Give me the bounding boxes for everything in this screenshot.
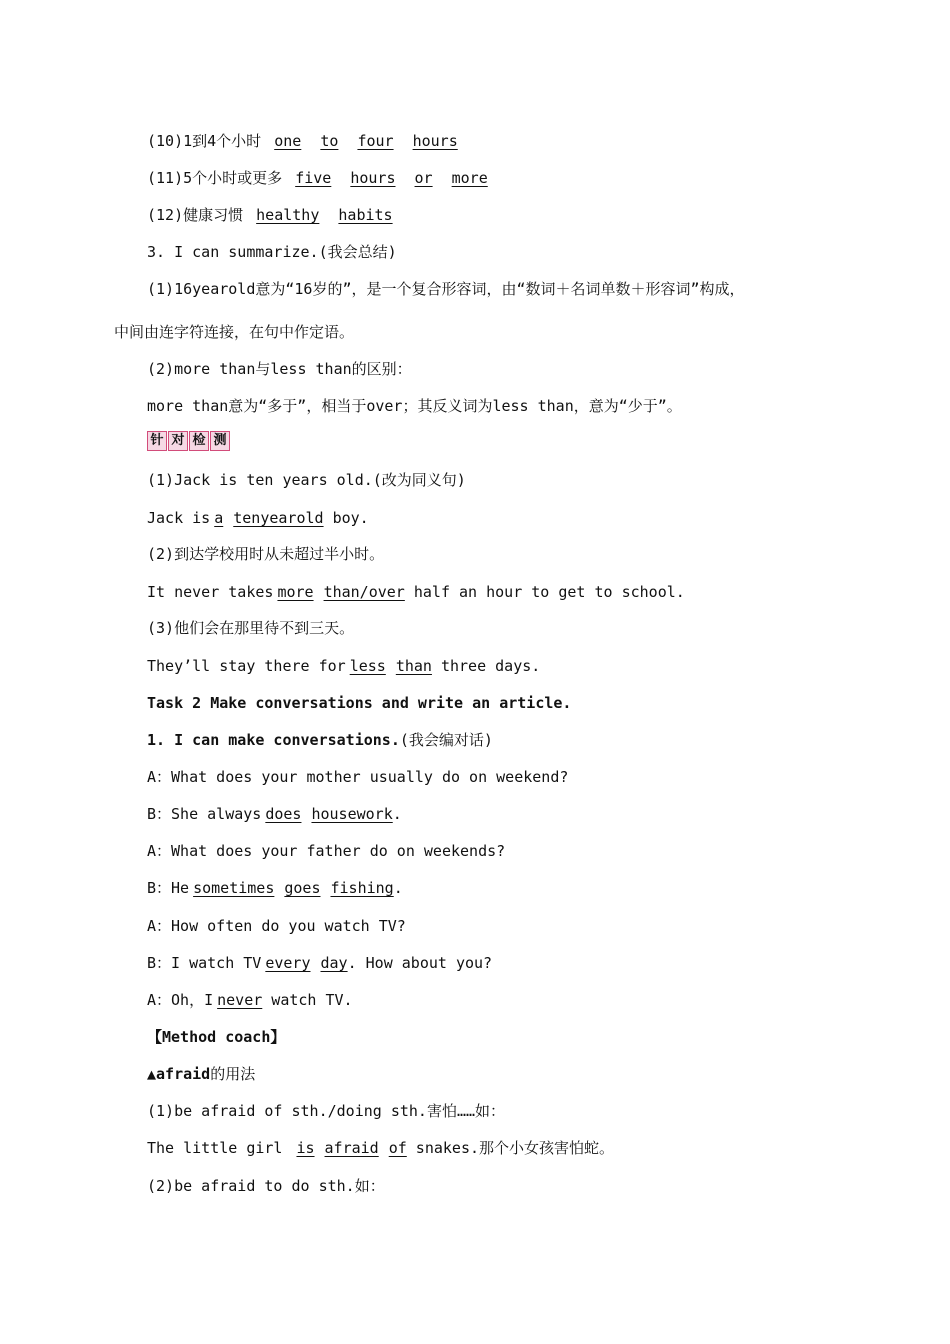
method-coach-title: 【Method coach】	[147, 1028, 286, 1046]
item-label: (12)健康习惯	[147, 206, 244, 224]
task2-heading	[147, 730, 493, 750]
method-example	[147, 1138, 614, 1158]
text: B：He	[147, 879, 190, 897]
dialogue-line	[147, 878, 403, 898]
badge-char: 针	[147, 431, 167, 451]
text: (我会编对话)	[399, 731, 493, 749]
dialogue-line: A：What does your father do on weekends?	[147, 842, 506, 860]
text: snakes.那个小女孩害怕蛇。	[406, 1139, 615, 1157]
answer-blank: goes	[284, 879, 321, 897]
answer-blank: habits	[338, 206, 393, 224]
badge-char: 检	[189, 431, 209, 451]
answer-blank: a	[214, 509, 224, 527]
answer-blank: of	[388, 1139, 407, 1157]
check-q2-prompt: (2)到达学校用时从未超过半小时。	[147, 545, 385, 563]
check-q1-prompt: (1)Jack is ten years old.(改为同义句)	[147, 471, 466, 489]
text: B：She always	[147, 805, 262, 823]
text: .	[393, 879, 403, 897]
text: It never takes	[147, 583, 274, 601]
text: three days.	[431, 657, 541, 675]
answer-blank: to	[320, 132, 339, 150]
answer-blank: is	[296, 1139, 315, 1157]
dialogue-line	[147, 990, 353, 1010]
text: .	[392, 805, 402, 823]
answer-blank: afraid	[324, 1139, 379, 1157]
answer-blank: hours	[350, 169, 396, 187]
dialogue-line	[147, 804, 402, 824]
answer-blank: housework	[311, 805, 393, 823]
answer-blank: one	[274, 132, 302, 150]
text: B：I watch TV	[147, 954, 262, 972]
text: A：Oh，I	[147, 991, 214, 1009]
vocab-item-10	[147, 131, 458, 151]
answer-blank: five	[295, 169, 332, 187]
text: 的用法	[210, 1065, 256, 1083]
dialogue-line: A：How often do you watch TV?	[147, 917, 406, 935]
summary-paragraph-2-body: more than意为“多于”，相当于over；其反义词为less than，意为“少于”。	[147, 397, 682, 415]
method-point-1: (1)be afraid of sth./doing sth.害怕……如：	[147, 1102, 506, 1120]
answer-blank: than/over	[323, 583, 405, 601]
answer-blank: less	[349, 657, 386, 675]
text: boy.	[323, 509, 369, 527]
summary-paragraph-1-cont: 中间由连字符连接，在句中作定语。	[114, 323, 355, 341]
text: ▲afraid	[147, 1065, 211, 1083]
badge-char: 对	[168, 431, 188, 451]
summary-heading: 3. I can summarize.(我会总结)	[147, 243, 397, 261]
answer-blank: four	[357, 132, 394, 150]
answer-blank: hours	[412, 132, 458, 150]
summary-paragraph-1: (1)16yearold意为“16岁的”，是一个复合形容词，由“数词＋名词单数＋形容词”构成，	[147, 280, 745, 298]
badge-char: 测	[210, 431, 230, 451]
answer-blank: day	[320, 954, 348, 972]
answer-blank: healthy	[256, 206, 320, 224]
item-label: (10)1到4个小时	[147, 132, 262, 150]
summary-paragraph-2-title: (2)more than与less than的区别：	[147, 360, 412, 378]
text: The little girl	[147, 1139, 283, 1157]
afraid-usage-heading	[147, 1064, 255, 1084]
answer-blank: tenyearold	[233, 509, 324, 527]
check-q3-answer	[147, 656, 540, 676]
check-q1-answer	[147, 508, 369, 528]
check-section-badge	[147, 431, 230, 451]
answer-blank: never	[217, 991, 263, 1009]
check-q2-answer	[147, 582, 685, 602]
dialogue-line	[147, 953, 492, 973]
text: watch TV.	[262, 991, 353, 1009]
check-q3-prompt: (3)他们会在那里待不到三天。	[147, 619, 355, 637]
text: . How about you?	[347, 954, 493, 972]
text: half an hour to get to school.	[404, 583, 685, 601]
text: Jack is	[147, 509, 211, 527]
answer-blank: every	[265, 954, 311, 972]
item-label: (11)5个小时或更多	[147, 169, 283, 187]
answer-blank: or	[414, 169, 433, 187]
answer-blank: more	[277, 583, 314, 601]
text: They’ll stay there for	[147, 657, 346, 675]
dialogue-line: A：What does your mother usually do on weekend?	[147, 768, 569, 786]
vocab-item-12	[147, 205, 393, 225]
answer-blank: fishing	[330, 879, 394, 897]
answer-blank: than	[395, 657, 432, 675]
method-point-2: (2)be afraid to do sth.如：	[147, 1177, 385, 1195]
answer-blank: does	[265, 805, 302, 823]
text: 1. I can make conversations.	[147, 731, 400, 749]
answer-blank: more	[451, 169, 488, 187]
task2-title: Task 2 Make conversations and write an article.	[147, 694, 572, 712]
vocab-item-11	[147, 168, 488, 188]
answer-blank: sometimes	[193, 879, 275, 897]
